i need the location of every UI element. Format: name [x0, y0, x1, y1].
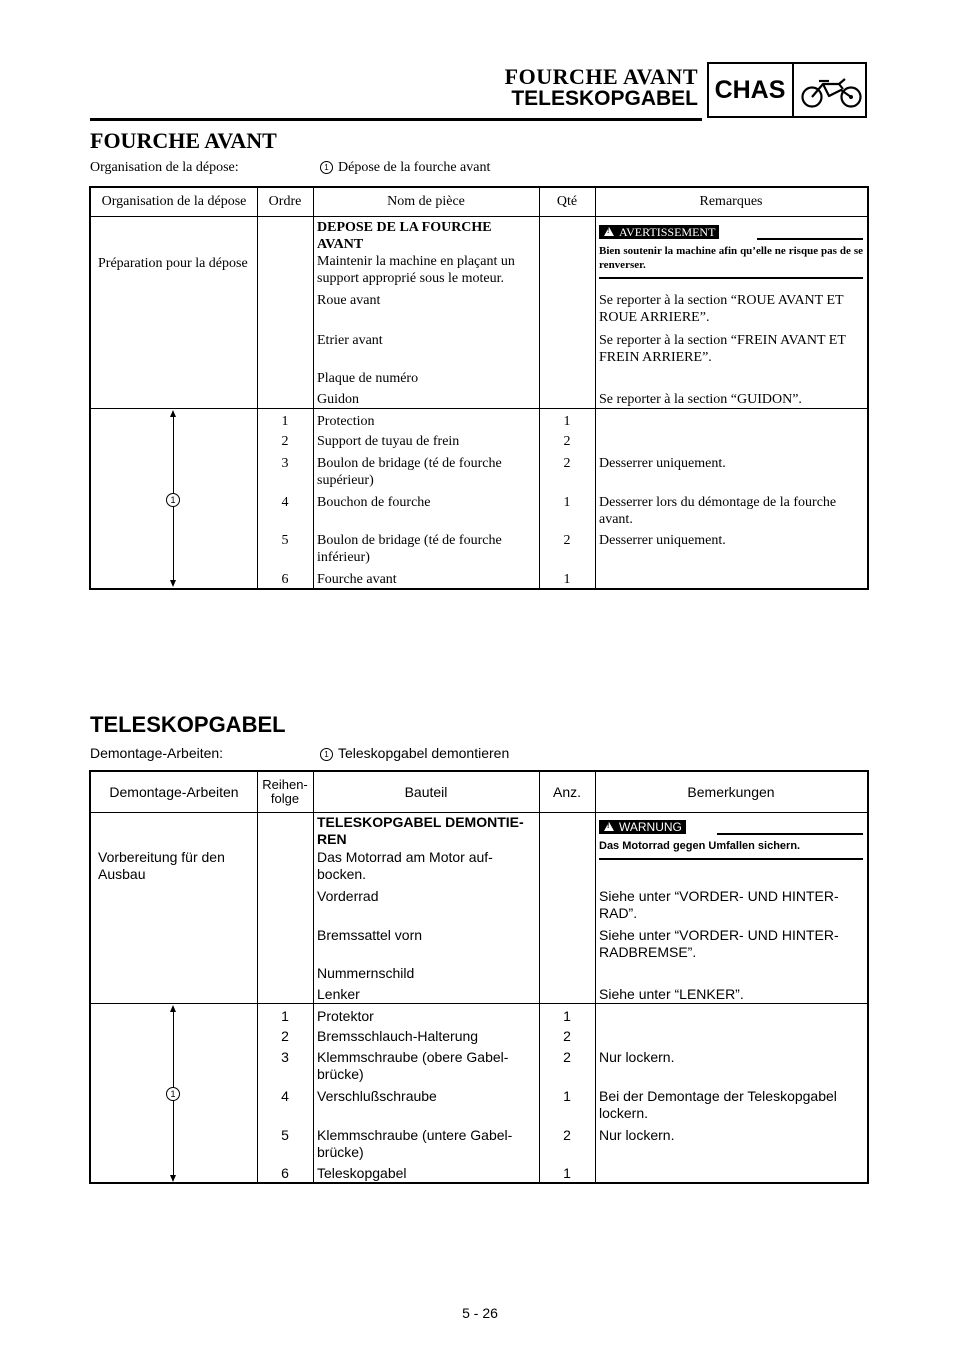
- fr-col-remarks: Remarques: [699, 194, 763, 209]
- fr-row-order: 6: [281, 572, 289, 587]
- fr-prep-item: Plaque de numéro: [317, 371, 419, 386]
- fr-row-name: Boulon de bridage (té de fourche inférieur): [317, 533, 502, 565]
- de-col-qty: Anz.: [552, 784, 581, 800]
- fr-col-qty: Qté: [556, 194, 578, 209]
- fr-row-name: Support de tuyau de frein: [317, 434, 460, 449]
- fr-prep-remark: Se reporter à la section “ROUE AVANT ET ROUE ARRIERE”.: [599, 293, 844, 325]
- de-step-text: Teleskopgabel demontieren: [338, 745, 510, 761]
- fr-warning-text: Bien soutenir la machine afin qu’elle ne risque pas de se renverser.: [599, 245, 863, 271]
- de-arrow-label: 1: [166, 1087, 180, 1101]
- arrow-down-icon: [170, 1175, 176, 1182]
- de-row-remark: Nur lockern.: [599, 1049, 675, 1065]
- de-group-divider: [91, 1003, 867, 1004]
- fr-row-order: 1: [281, 414, 289, 429]
- de-prep-remark: Siehe unter “VORDER- UND HINTER-RADBREMSE”.: [599, 927, 839, 960]
- fr-warning-label: AVERTISSEMENT: [619, 225, 716, 239]
- de-row-name: Klemmschraube (untere Gabel-brücke): [317, 1127, 513, 1160]
- fr-prep-item: Guidon: [317, 392, 359, 407]
- de-row-name: Verschlußschraube: [317, 1088, 437, 1104]
- de-table: [89, 770, 869, 1184]
- header-title-fr: FOURCHE AVANT: [504, 64, 698, 89]
- de-col-remarks: Bemerkungen: [687, 784, 775, 800]
- de-row-order: 5: [281, 1127, 289, 1143]
- de-org-label: Demontage-Arbeiten:: [90, 745, 224, 761]
- warning-triangle-icon: [604, 227, 614, 236]
- fr-row-order: 4: [281, 495, 289, 510]
- fr-col-name: Nom de pièce: [387, 194, 465, 209]
- de-row-qty: 2: [563, 1127, 571, 1143]
- fr-prep-item: Roue avant: [317, 293, 381, 308]
- section-badge: [707, 62, 867, 118]
- de-row-qty: 2: [563, 1049, 571, 1065]
- de-prep-item: Vorderrad: [317, 888, 379, 904]
- de-row-qty: 2: [563, 1028, 571, 1044]
- fr-prep-remark: Se reporter à la section “GUIDON”.: [599, 392, 802, 407]
- de-row-name: Teleskopgabel: [317, 1165, 407, 1181]
- de-row-remark: Bei der Demontage der Teleskopgabel lockern.: [599, 1088, 837, 1121]
- fr-row-qty: 2: [563, 434, 571, 449]
- fr-row-qty: 2: [563, 456, 571, 471]
- de-row-order: 2: [281, 1028, 289, 1044]
- fr-warning-tag: [599, 225, 719, 239]
- de-row-remark: Nur lockern.: [599, 1127, 675, 1143]
- fr-row-qty: 1: [563, 414, 571, 429]
- fr-prep-item: DEPOSE DE LA FOURCHE AVANT: [317, 220, 492, 252]
- de-row-order: 4: [281, 1088, 289, 1104]
- fr-row-name: Bouchon de fourche: [317, 495, 431, 510]
- fr-row-remark: Desserrer lors du démontage de la fourche avant.: [599, 495, 837, 527]
- warning-triangle-icon: [604, 822, 614, 831]
- fr-section-title: FOURCHE AVANT: [90, 128, 277, 153]
- fr-row-qty: 2: [563, 533, 571, 548]
- fr-col-org: Organisation de la dépose: [101, 194, 247, 209]
- fr-row-order: 3: [281, 456, 289, 471]
- de-row-order: 3: [281, 1049, 289, 1065]
- de-col-org: Demontage-Arbeiten: [109, 784, 239, 800]
- section-code: CHAS: [714, 76, 786, 104]
- fr-group-divider: [91, 408, 867, 409]
- de-prep-item: TELESKOPGABEL DEMONTIE-REN: [317, 814, 524, 847]
- de-row-qty: 1: [563, 1165, 571, 1181]
- de-prep-item: Das Motorrad am Motor auf-bocken.: [317, 849, 493, 882]
- de-col-order: Reihen- folge: [262, 777, 308, 806]
- de-prep-item: Nummernschild: [317, 965, 415, 981]
- de-row-qty: 1: [563, 1008, 571, 1024]
- fr-table: [89, 186, 869, 590]
- badge-divider: [792, 64, 794, 116]
- fr-prep-label: Préparation pour la dépose: [98, 256, 248, 271]
- de-warning-text: Das Motorrad gegen Umfallen sichern.: [599, 840, 801, 852]
- fr-row-order: 5: [281, 533, 289, 548]
- fr-prep-item: Maintenir la machine en plaçant un support approprié sous le moteur.: [317, 254, 515, 286]
- fr-warning: [599, 225, 863, 281]
- header-rule: [90, 118, 702, 121]
- fr-step-number: 1: [320, 161, 333, 174]
- de-row-qty: 1: [563, 1088, 571, 1104]
- de-step-number: 1: [320, 748, 333, 761]
- arrow-down-icon: [170, 580, 176, 587]
- de-col-name: Bauteil: [404, 784, 448, 800]
- fr-prep-item: Etrier avant: [317, 333, 383, 348]
- fr-org-label: Organisation de la dépose:: [90, 160, 239, 175]
- de-row-order: 6: [281, 1165, 289, 1181]
- fr-row-name: Fourche avant: [317, 572, 397, 587]
- fr-row-name: Protection: [317, 414, 375, 429]
- fr-row-qty: 1: [563, 572, 571, 587]
- header-title-de: TELESKOPGABEL: [511, 87, 698, 110]
- fr-arrow-label: 1: [166, 493, 180, 507]
- fr-table-header: [91, 188, 867, 217]
- fr-prep-remark: Se reporter à la section “FREIN AVANT ET FREIN ARRIERE”.: [599, 333, 846, 365]
- fr-org-line: [90, 160, 491, 176]
- de-warning-label: WARNUNG: [619, 820, 682, 834]
- de-row-order: 1: [281, 1008, 289, 1024]
- fr-row-order: 2: [281, 434, 289, 449]
- de-prep-label: Vorbereitung für den Ausbau: [98, 849, 225, 882]
- de-row-name: Klemmschraube (obere Gabel-brücke): [317, 1049, 509, 1082]
- de-prep-item: Lenker: [317, 986, 360, 1002]
- de-row-name: Bremsschlauch-Halterung: [317, 1028, 479, 1044]
- de-prep-remark: Siehe unter “VORDER- UND HINTER-RAD”.: [599, 888, 839, 921]
- de-prep-remark: Siehe unter “LENKER”.: [599, 986, 744, 1002]
- de-warning-tag: [599, 820, 686, 834]
- fr-row-remark: Desserrer uniquement.: [599, 456, 726, 471]
- fr-row-remark: Desserrer uniquement.: [599, 533, 726, 548]
- de-section-title: TELESKOPGABEL: [90, 712, 286, 737]
- de-table-header: [91, 772, 867, 813]
- de-row-name: Protektor: [317, 1008, 374, 1024]
- page-number: 5 - 26: [462, 1305, 498, 1321]
- motorcycle-icon: [801, 72, 863, 110]
- de-prep-item: Bremssattel vorn: [317, 927, 423, 943]
- fr-row-qty: 1: [563, 495, 571, 510]
- fr-col-order: Ordre: [268, 194, 302, 209]
- de-org-line: [90, 745, 510, 761]
- fr-step-text: Dépose de la fourche avant: [338, 160, 491, 175]
- fr-row-name: Boulon de bridage (té de fourche supérieur): [317, 456, 502, 488]
- de-warning: [599, 820, 863, 862]
